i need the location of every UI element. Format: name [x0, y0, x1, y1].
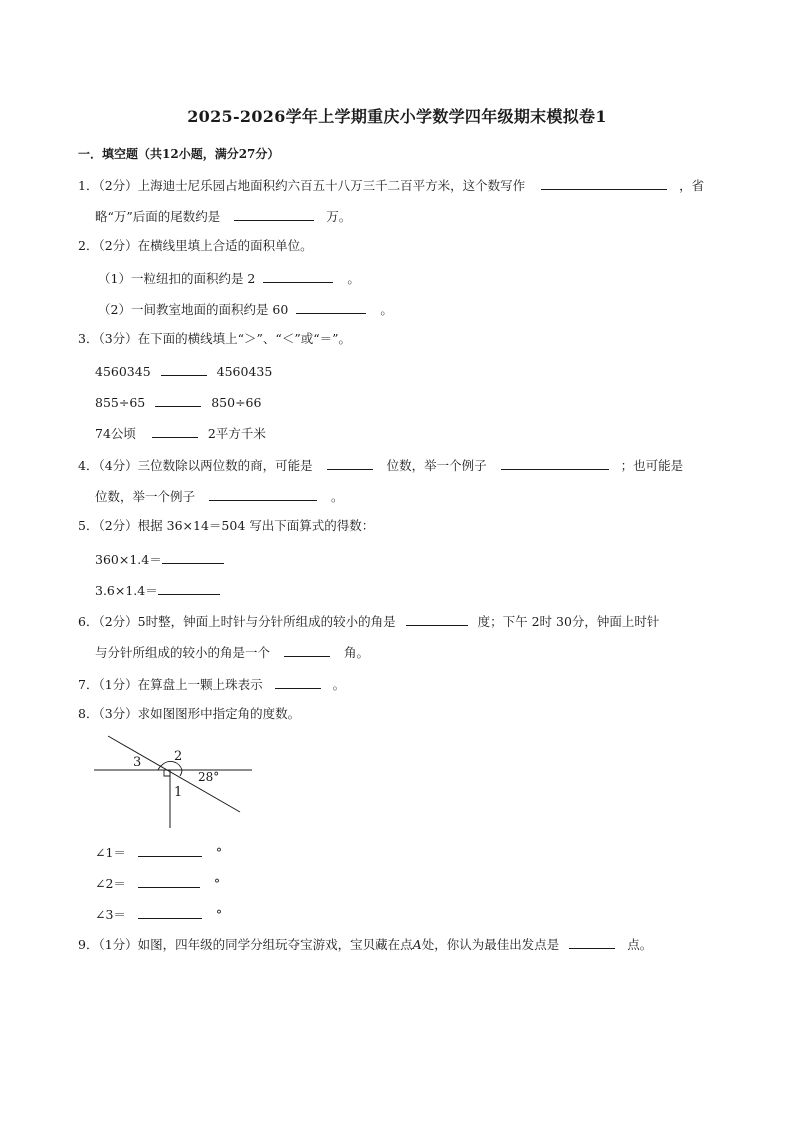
compare-left: 855÷65: [95, 395, 146, 410]
question-6-text-b: 度；下午 2时 30分，钟面上时针: [477, 614, 660, 629]
angle-28-arc: [180, 770, 182, 776]
question-2-sub-2-text: （2）一间教室地面的面积约是 60: [98, 302, 289, 317]
question-8-answer-1: [95, 843, 222, 861]
angle-2-blank[interactable]: [138, 874, 200, 888]
question-6-line-1: [78, 612, 659, 630]
question-3-row-2: [95, 393, 261, 411]
question-6-text-a: 6．（2分）5时整，钟面上时针与分针所组成的较小的角是: [78, 614, 396, 629]
question-8-answer-2: [95, 874, 220, 892]
question-4-text-a: 4．（4分）三位数除以两位数的商，可能是: [78, 458, 313, 473]
question-3-row-1: [95, 362, 272, 380]
question-4-blank-3[interactable]: [209, 487, 317, 501]
question-6-text-d: 角。: [343, 645, 369, 660]
question-1-text-suffix: ，省: [679, 178, 705, 193]
question-1-text-2: 略“万”后面的尾数约是: [95, 209, 221, 224]
question-9-line: [78, 935, 652, 953]
question-2-sub-1: [98, 269, 360, 287]
question-9-text: 9．（1分）如图，四年级的同学分组玩夺宝游戏，宝贝藏在点: [78, 937, 413, 952]
question-1-blank-2[interactable]: [234, 207, 314, 221]
degree-symbol: °: [215, 907, 223, 922]
question-2-sub-2-end: 。: [380, 302, 393, 317]
question-5-eq-1-text: 360×1.4＝: [95, 552, 162, 567]
question-8-answer-3: [95, 905, 222, 923]
question-9-text-2: 处，你认为最佳出发点是: [421, 937, 560, 952]
compare-right: 4560435: [216, 364, 273, 379]
question-5-eq-2-text: 3.6×1.4＝: [95, 583, 158, 598]
slanted-line: [108, 736, 240, 812]
compare-blank-1[interactable]: [161, 362, 207, 376]
angle-label-3: 3: [133, 755, 142, 770]
question-1-blank-1[interactable]: [541, 176, 667, 190]
question-4-text-e: 。: [330, 489, 344, 504]
question-7-line: [78, 675, 345, 693]
angle-label-28: 28°: [198, 770, 220, 784]
question-1-text: 1．（2分）上海迪士尼乐园占地面积约六百五十八万三千二百平方米，这个数写作: [78, 178, 526, 193]
question-5-eq-1: [95, 550, 230, 568]
compare-left: 74公顷: [95, 426, 136, 441]
question-6-text-c: 与分针所组成的较小的角是一个: [95, 645, 271, 660]
question-5-blank-1[interactable]: [162, 550, 224, 564]
angle-1-label: ∠1＝: [95, 845, 126, 860]
question-4-blank-2[interactable]: [501, 456, 609, 470]
question-2-stem: 2．（2分）在横线里填上合适的面积单位。: [78, 238, 313, 253]
question-3-row-3: [95, 424, 266, 442]
degree-symbol: °: [213, 876, 221, 891]
question-2-sub-1-end: 。: [347, 271, 360, 286]
question-6-line-2: [95, 643, 369, 661]
question-5-stem: 5．（2分）根据 36×14＝504 写出下面算式的得数：: [78, 518, 375, 533]
question-6-blank-1[interactable]: [406, 612, 468, 626]
question-7-end: 。: [332, 677, 346, 692]
angle-label-2: 2: [174, 749, 183, 764]
question-8-stem: 8．（3分）求如图图形中指定角的度数。: [78, 706, 301, 721]
question-2-sub-2: [98, 300, 393, 318]
compare-blank-2[interactable]: [155, 393, 201, 407]
compare-right: 2平方千米: [207, 426, 266, 441]
degree-symbol: °: [215, 845, 223, 860]
question-2-blank-2[interactable]: [296, 300, 366, 314]
question-2-sub-1-text: （1）一粒纽扣的面积约是 2: [98, 271, 256, 286]
question-4-line-2: [95, 487, 344, 505]
compare-right: 850÷66: [211, 395, 262, 410]
question-4-line-1: [78, 456, 683, 474]
question-9-blank[interactable]: [569, 935, 615, 949]
question-9-end: 点。: [627, 937, 653, 952]
question-4-text-c: ；也可能是: [620, 458, 684, 473]
question-7-text: 7．（1分）在算盘上一颗上珠表示: [78, 677, 263, 692]
question-7-blank[interactable]: [275, 675, 321, 689]
angle-3-blank[interactable]: [138, 905, 202, 919]
question-1-line-2: [95, 207, 351, 225]
page-title: 2025-2026学年上学期重庆小学数学四年级期末模拟卷1: [187, 107, 607, 126]
question-6-blank-2[interactable]: [284, 643, 330, 657]
question-4-blank-1[interactable]: [327, 456, 373, 470]
angle-figure: [90, 730, 255, 830]
angle-3-label: ∠3＝: [95, 907, 126, 922]
angle-1-blank[interactable]: [138, 843, 202, 857]
question-2-blank-1[interactable]: [263, 269, 333, 283]
question-3-stem: 3．（3分）在下面的横线填上“＞”、“＜”或“＝”。: [78, 331, 351, 346]
angle-label-1: 1: [174, 785, 183, 800]
question-5-eq-2: [95, 581, 226, 599]
point-a-label: A: [412, 937, 422, 952]
question-5-blank-2[interactable]: [158, 581, 220, 595]
question-1-line-1: [78, 176, 704, 194]
compare-left: 4560345: [95, 364, 151, 379]
compare-blank-3[interactable]: [152, 424, 198, 438]
question-4-text-b: 位数，举一个例子: [386, 458, 487, 473]
angle-2-label: ∠2＝: [95, 876, 126, 891]
question-4-text-d: 位数，举一个例子: [95, 489, 196, 504]
section-heading: 一．填空题（共12小题，满分27分）: [78, 147, 280, 161]
question-1-unit: 万。: [326, 209, 352, 224]
